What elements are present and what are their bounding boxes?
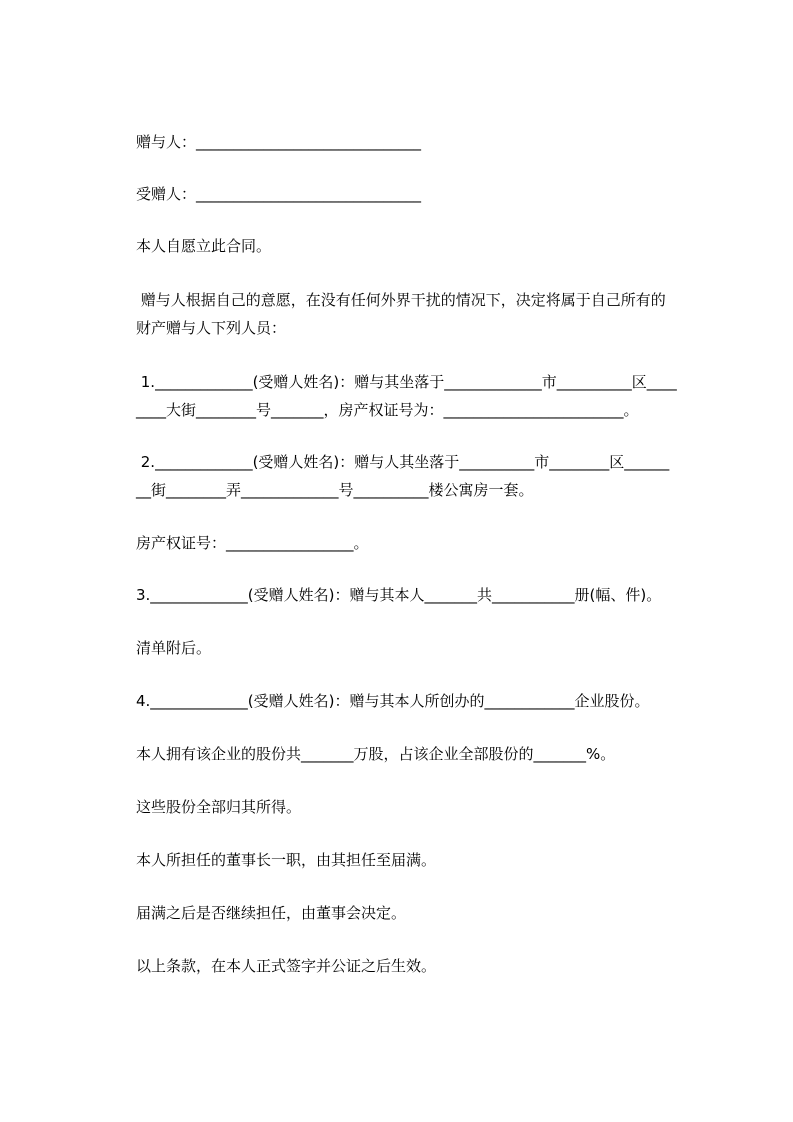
recipient-line: 受赠人：______________________________ — [136, 185, 422, 203]
effective-line: 以上条款，在本人正式签字并公证之后生效。 — [136, 957, 437, 975]
item-3-line: 3._____________(受赠人姓名)：赠与其本人_______共___________册(幅、件)。 — [136, 586, 662, 604]
item-4-line: 4._____________(受赠人姓名)：赠与其本人所创办的____________企业股份。 — [136, 692, 650, 710]
item-2-line-1: 2._____________(受赠人姓名)：赠与人其坐落于__________市________区______ — [136, 453, 670, 471]
shares-line: 本人拥有该企业的股份共_______万股，占该企业全部股份的_______%。 — [136, 745, 616, 763]
item-1-line-2: ____大街________号_______，房产权证号为：________________________。 — [136, 401, 639, 419]
chairman-line: 本人所担任的董事长一职，由其担任至届满。 — [136, 851, 437, 869]
item-2-line-2: __街________弄_____________号__________楼公寓房一套。 — [136, 481, 534, 499]
property-cert-line: 房产权证号：_________________。 — [136, 534, 369, 552]
list-attached-line: 清单附后。 — [136, 639, 212, 657]
after-term-line: 届满之后是否继续担任，由董事会决定。 — [136, 904, 407, 922]
shares-all-line: 这些股份全部归其所得。 — [136, 798, 302, 816]
donor-line: 赠与人：______________________________ — [136, 133, 422, 151]
voluntary-statement: 本人自愿立此合同。 — [136, 237, 272, 255]
item-1-line-1: 1._____________(受赠人姓名)：赠与其坐落于_____________市__________区____ — [136, 373, 677, 391]
intro-paragraph-line-2: 财产赠与人下列人员： — [136, 319, 287, 337]
intro-paragraph-line-1: 赠与人根据自己的意愿，在没有任何外界干扰的情况下，决定将属于自己所有的 — [136, 291, 666, 309]
